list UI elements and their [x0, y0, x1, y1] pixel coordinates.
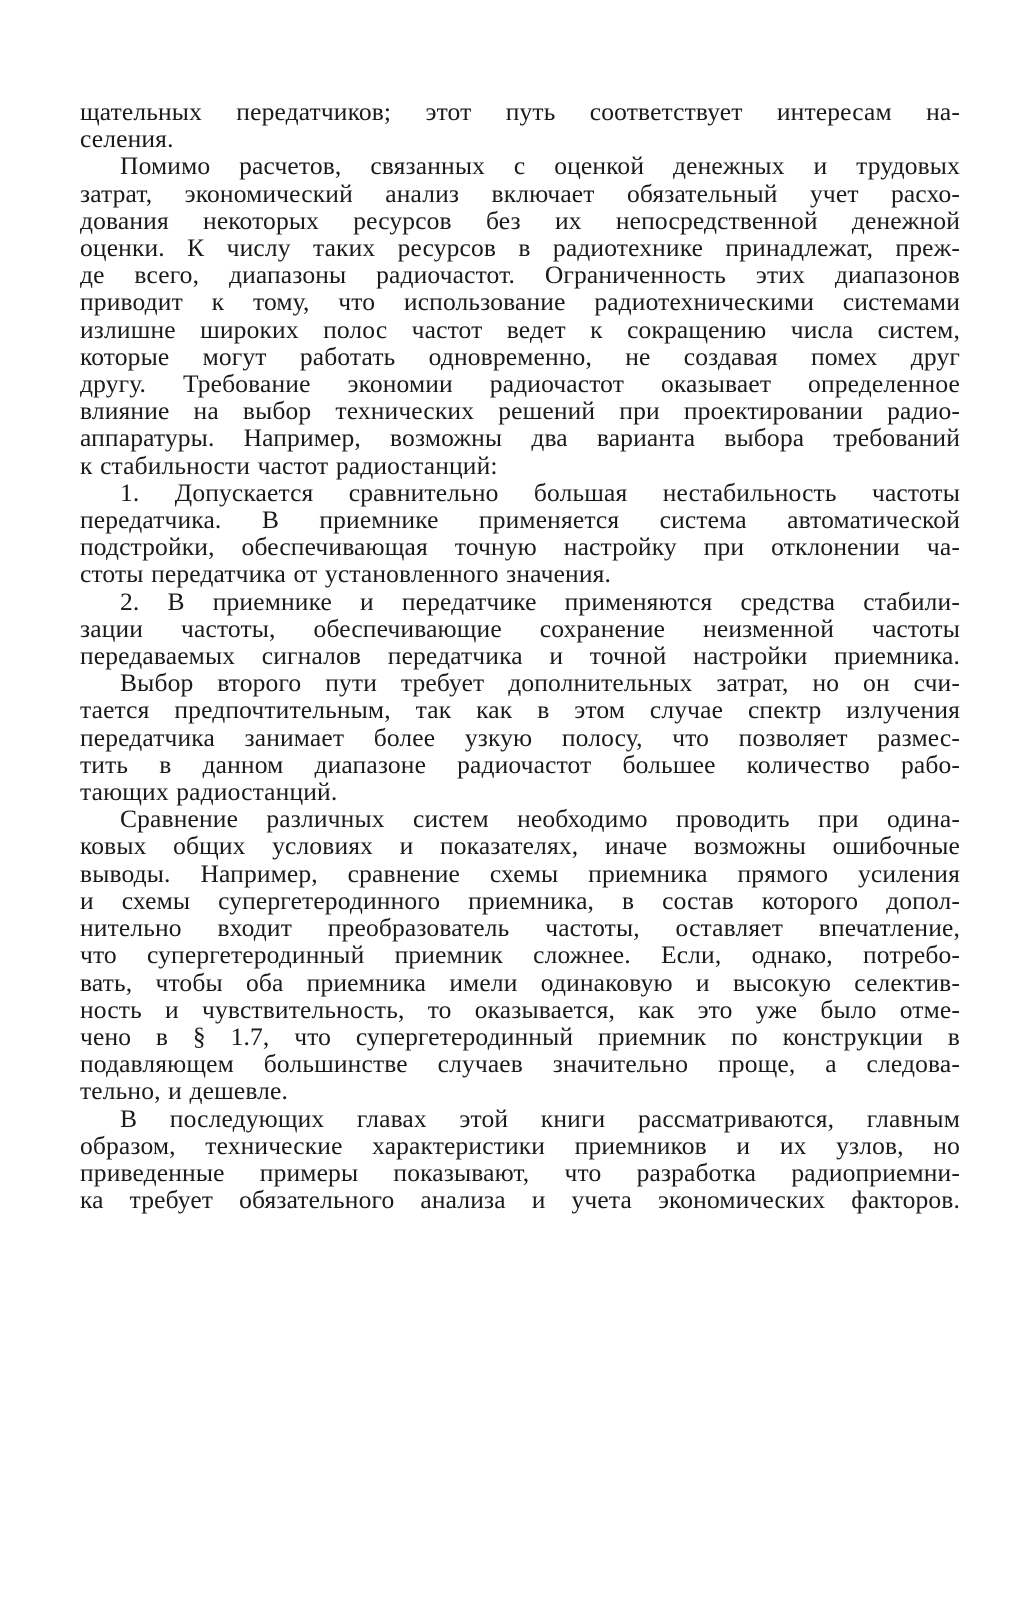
text-line: образом, технические характеристики приемников и их узлов, но	[80, 1130, 960, 1160]
text-line: что супергетеродинный приемник сложнее. Если, однако, потребо-	[80, 940, 960, 970]
text-line: дования некоторых ресурсов без их непосредственной денежной	[80, 205, 960, 235]
text-line: щательных передатчиков; этот путь соответствует интересам на-	[80, 97, 960, 126]
text-line: вать, чтобы оба приемника имели одинаковую и высокую селектив-	[80, 967, 960, 997]
text-line: аппаратуры. Например, возможны два варианта выбора требований	[80, 423, 960, 453]
text-line: 2. В приемнике и передатчике применяются средства стабили-	[120, 586, 960, 616]
text-line: и схемы супергетеродинного приемника, в состав которого допол-	[80, 885, 960, 915]
text-line: выводы. Например, сравнение схемы приемника прямого усиления	[80, 858, 960, 888]
text-line: передатчика. В приемнике применяется система автоматической	[80, 505, 960, 535]
text-line: тельно, и дешевле.	[80, 1076, 289, 1106]
text-line: подстройки, обеспечивающая точную настройку при отклонении ча-	[80, 532, 960, 562]
text-line: затрат, экономический анализ включает обязательный учет расхо-	[80, 178, 960, 208]
text-line: нительно входит преобразователь частоты, оставляет впечатление,	[80, 913, 960, 943]
text-line: влияние на выбор технических решений при проектировании радио-	[80, 396, 960, 426]
text-line: В последующих главах этой книги рассматриваются, главным	[120, 1103, 960, 1133]
text-line: тающих радиостанций.	[80, 777, 338, 807]
text-line: чено в § 1.7, что супергетеродинный приемник по конструкции в	[80, 1021, 960, 1051]
text-line: ка требует обязательного анализа и учета экономических факторов.	[80, 1185, 960, 1215]
paragraph-4	[80, 805, 960, 1104]
text-line: тить в данном диапазоне радиочастот большее количество рабо-	[80, 749, 960, 779]
text-line: ность и чувствительность, то оказывается, как это уже было отме-	[80, 994, 960, 1024]
paragraph-5	[80, 1105, 960, 1214]
text-line: излишне широких полос частот ведет к сокращению числа систем,	[80, 314, 960, 344]
paragraph-1	[80, 98, 960, 152]
paragraph-2	[80, 152, 960, 478]
text-line: тается предпочтительным, так как в этом случае спектр излучения	[80, 695, 960, 725]
text-line: подавляющем большинстве случаев значительно проще, а следова-	[80, 1049, 960, 1079]
text-line: стоты передатчика от установленного значения.	[80, 559, 612, 589]
text-line: зации частоты, обеспечивающие сохранение неизменной частоты	[80, 613, 960, 643]
page-text	[80, 98, 960, 1213]
text-line: де всего, диапазоны радиочастот. Ограниченность этих диапазонов	[80, 260, 960, 290]
text-line: Выбор второго пути требует дополнительных затрат, но он счи-	[120, 668, 960, 698]
text-line: которые могут работать одновременно, не создавая помех друг	[80, 341, 960, 371]
text-line: Сравнение различных систем необходимо проводить при одина-	[120, 804, 960, 834]
list-item-1	[80, 479, 960, 588]
list-item-2	[80, 588, 960, 670]
text-line: оценки. К числу таких ресурсов в радиотехнике принадлежат, преж-	[80, 233, 960, 263]
paragraph-3	[80, 669, 960, 805]
text-line: приводит к тому, что использование радиотехническими системами	[80, 287, 960, 317]
text-line: передаваемых сигналов передатчика и точной настройки приемника.	[80, 641, 960, 671]
text-line: ковых общих условиях и показателях, иначе возможны ошибочные	[80, 831, 960, 861]
text-line: Помимо расчетов, связанных с оценкой денежных и трудовых	[120, 151, 960, 181]
text-line: к стабильности частот радиостанций:	[80, 450, 498, 480]
text-line: 1. Допускается сравнительно большая нестабильность частоты	[120, 477, 960, 507]
text-line: селения.	[80, 124, 174, 154]
text-line: другу. Требование экономии радиочастот оказывает определенное	[80, 369, 960, 399]
text-line: передатчика занимает более узкую полосу, что позволяет размес-	[80, 722, 960, 752]
text-line: приведенные примеры показывают, что разработка радиоприемни-	[80, 1157, 960, 1187]
